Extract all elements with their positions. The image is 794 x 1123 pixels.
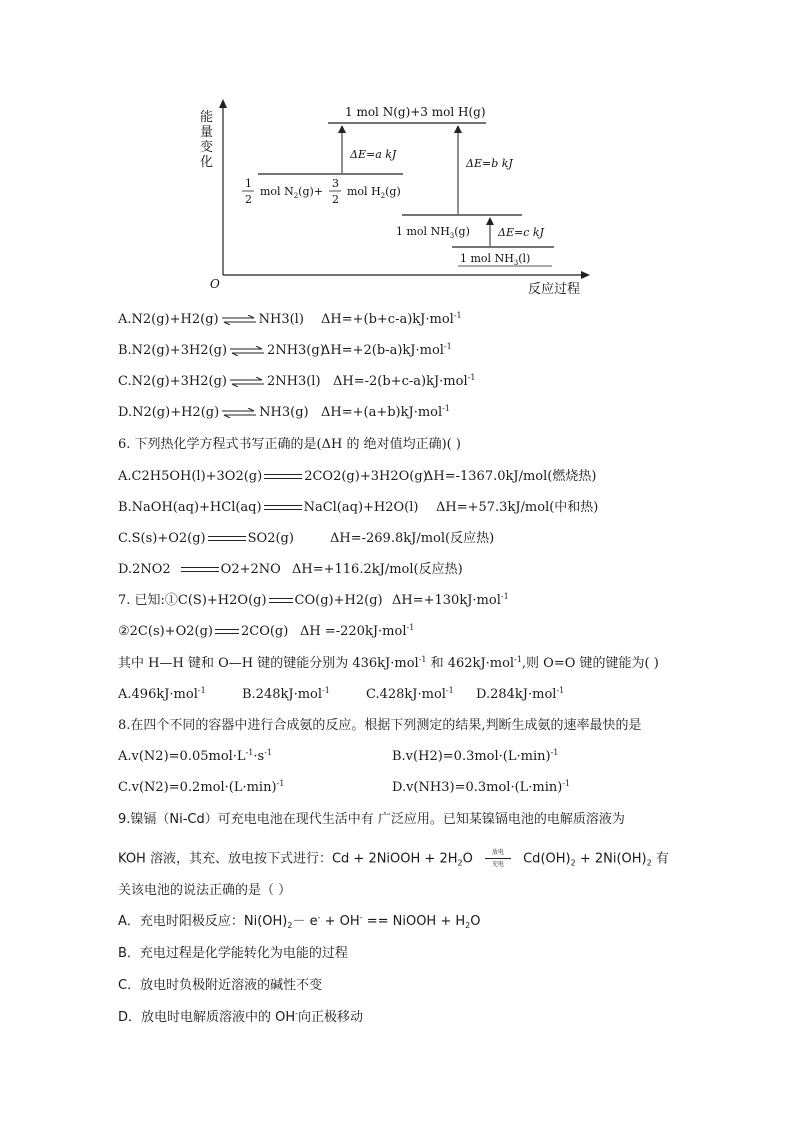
q7-option-d-text: D.284kJ·mol (476, 687, 557, 702)
q7-eq1-products: CO(g)+H2(g) (294, 593, 383, 608)
q6-d-reactants: D.2NO2 (118, 562, 171, 577)
q9-stem-2-sub: 2 (457, 858, 463, 868)
q9-d-1: D．放电时电解质溶液中的 OH (118, 1010, 296, 1025)
q6-b-product: NaCl(aq)+H2O(l) (303, 500, 419, 515)
q8-c-exp: -1 (276, 779, 285, 788)
q9-option-a (118, 913, 480, 931)
origin-label: O (210, 277, 220, 291)
q6-c-dh: ΔH=-269.8kJ/mol(反应热) (330, 531, 495, 546)
q8-b-exp: -1 (550, 748, 559, 757)
q7-eq1-reactants: 7. 已知:①C(S)+H2O(g) (118, 593, 267, 608)
q9-option-d (118, 1009, 363, 1027)
q7-eq2-dh: ΔH =-220kJ·mol (300, 624, 407, 639)
arrow-b-label: ΔE=b kJ (466, 157, 513, 170)
q6-c-product: SO2(g) (247, 531, 294, 546)
condition-discharge: 放电 (491, 849, 504, 856)
q8-a-mid: ·s (253, 749, 265, 764)
reversible-arrow-icon (221, 408, 257, 418)
q5-option-c (118, 373, 476, 391)
q7-option-c (366, 686, 454, 704)
y-axis-label-4: 化 (200, 155, 214, 170)
q9-stem-2-e: 有 (651, 851, 669, 867)
level-nh3-liquid-label (460, 252, 530, 267)
q6-option-d (118, 561, 463, 579)
q5-option-d (118, 404, 450, 422)
q7-stem-exp2: -1 (514, 655, 522, 664)
q9-a-2: － e (292, 914, 318, 929)
x-axis-label: 反应过程 (528, 282, 581, 297)
level-reactants-frac2-den: 2 (332, 193, 339, 206)
q5-d-product: NH3(g) (259, 405, 309, 420)
level-reactants-g2: (g) (385, 185, 401, 198)
q7-eq2-enthalpy (300, 623, 414, 641)
q6-d-dh: ΔH=+116.2kJ/mol(反应热) (292, 562, 463, 577)
q5-c-exp: -1 (467, 373, 476, 382)
q5-a-product: NH3(l) (258, 312, 304, 327)
condition-charge: 充电 (491, 861, 504, 868)
q7-option-b-exp: -1 (322, 686, 330, 695)
q8-stem: 8.在四个不同的容器中进行合成氨的反应。根据下列测定的结果,判断生成氨的速率最快的是 (118, 718, 642, 733)
q9-d-2: 向正极移动 (298, 1010, 364, 1025)
q8-option-d (392, 779, 570, 797)
arrow-a-head (338, 125, 346, 133)
q7-option-d-exp: -1 (556, 686, 565, 695)
q5-option-a (118, 311, 462, 329)
q7-option-b (242, 686, 330, 704)
q5-a-dh: ΔH=+(b+c-a)kJ·mol (321, 312, 454, 327)
q9-a-sub2: 2 (465, 921, 471, 930)
discharge-charge-condition (481, 850, 515, 868)
level-nh3-gas-b: (g) (454, 225, 470, 238)
q7-stem-b: 和 462kJ·mol (426, 656, 515, 671)
q5-d-reactants: D.N2(g)+H2(g) (118, 405, 220, 420)
level-nh3-gas-label (396, 225, 470, 240)
q5-d-dh: ΔH=+(a+b)kJ·mol (321, 405, 443, 420)
arrow-c-label: ΔE=c kJ (498, 226, 544, 239)
q9-stem-2 (118, 850, 669, 869)
q9-stem-2-a: KOH 溶液，其充、放电按下式进行：Cd + 2NiOOH + 2H (118, 851, 458, 867)
x-axis-arrowhead (581, 271, 590, 279)
q9-stem-2-sub3: 2 (646, 858, 652, 868)
q5-c-product: 2NH3(l) (266, 374, 321, 389)
q7-option-a-text: A.496kJ·mol (118, 687, 198, 702)
q9-stem-1: 9.镍镉（Ni-Cd）可充电电池在现代生活中有 广泛应用。已知某镍镉电池的电解质溶液为 (118, 812, 625, 827)
q5-a-reactants: A.N2(g)+H2(g) (118, 312, 219, 327)
q6-d-product: O2+2NO (220, 562, 281, 577)
q5-d-enthalpy (321, 404, 450, 422)
q8-d-text: D.v(NH3)=0.3mol·(L·min) (392, 780, 563, 795)
q8-a-exp2: -1 (264, 748, 272, 757)
q9-a-sup2: - (359, 913, 363, 922)
q7-line-2 (118, 623, 415, 641)
y-axis-label-1: 能 (200, 110, 214, 125)
q7-eq1-exp: -1 (500, 592, 509, 601)
q9-stem-2-c: Cd(OH) (523, 851, 571, 867)
level-top-label: 1 mol N(g)+3 mol H(g) (345, 105, 486, 119)
q9-a-sup: - (317, 913, 321, 922)
level-nh3-liquid-a: 1 mol NH (460, 252, 514, 265)
condition-bar (485, 858, 511, 859)
q5-d-exp: -1 (442, 404, 450, 413)
level-reactants-g1: (g)+ (298, 185, 324, 198)
q7-stem-c: ,则 O=O 键的键能为( ) (521, 656, 659, 671)
arrow-a-label: ΔE=a kJ (350, 148, 397, 161)
q7-option-c-text: C.428kJ·mol (366, 687, 446, 702)
q5-c-enthalpy (333, 373, 475, 391)
arrow-b-head (454, 125, 462, 133)
q5-b-product: 2NH3(g) (267, 343, 325, 358)
q8-a-text: A.v(N2)=0.05mol·L (118, 749, 246, 764)
q5-option-b (118, 342, 452, 360)
q7-line-1 (118, 592, 509, 610)
q5-b-enthalpy (321, 342, 452, 360)
q9-stem-2-sub2: 2 (570, 858, 576, 868)
q7-eq2-products: 2CO(g) (240, 624, 289, 639)
q5-a-exp: -1 (453, 311, 462, 320)
level-reactants-frac2-num: 3 (332, 177, 339, 190)
q5-c-reactants: C.N2(g)+3H2(g) (118, 374, 227, 389)
y-axis-label-3: 变 (200, 140, 214, 155)
q7-option-b-text: B.248kJ·mol (242, 687, 323, 702)
q6-c-reactants: C.S(s)+O2(g) (118, 531, 206, 546)
q5-c-dh: ΔH=-2(b+c-a)kJ·mol (333, 374, 468, 389)
q5-a-enthalpy (321, 311, 462, 329)
q7-option-a (118, 686, 206, 704)
level-nh3-gas-a: 1 mol NH (396, 225, 450, 238)
q9-a-4: == NiOOH + H (362, 914, 466, 929)
q7-option-a-exp: -1 (197, 686, 206, 695)
level-reactants-sub-h: 2 (380, 192, 386, 200)
q9-option-c: C．放电时负极附近溶液的碱性不变 (118, 978, 323, 993)
arrow-c-head (486, 217, 494, 225)
q7-eq1-dh: ΔH=+130kJ·mol (392, 593, 501, 608)
q6-b-reactants: B.NaOH(aq)+HCl(aq) (118, 500, 262, 515)
level-nh3-gas-sub: 3 (449, 232, 455, 240)
equals-arrow-icon (215, 628, 239, 636)
level-reactants-sub-n: 2 (293, 192, 299, 200)
q9-a-sub: 2 (287, 921, 293, 930)
level-reactants-frac1-den: 2 (245, 193, 252, 206)
q7-eq2-exp: -1 (406, 623, 415, 632)
q7-eq2-reactants: ②2C(s)+O2(g) (118, 624, 213, 639)
q8-a-exp1: -1 (245, 748, 254, 757)
q6-a-reactants: A.C2H5OH(l)+3O2(g) (118, 469, 263, 484)
reversible-arrow-icon (229, 346, 265, 356)
level-reactants-n2 (260, 185, 323, 200)
q6-option-a (118, 468, 597, 486)
q9-stem-2-d: + 2Ni(OH) (575, 851, 647, 867)
q7-eq1-enthalpy (392, 592, 509, 610)
equals-arrow-icon (208, 535, 246, 543)
equals-arrow-icon (264, 504, 302, 512)
y-axis-arrowhead (219, 99, 227, 108)
q9-stem-2-b: O (462, 851, 473, 867)
level-reactants-mol-n: mol N (260, 185, 294, 198)
q5-b-reactants: B.N2(g)+3H2(g) (118, 343, 228, 358)
q8-option-c (118, 779, 284, 797)
q6-stem: 6. 下列热化学方程式书写正确的是(ΔH 的 绝对值均正确)( ) (118, 437, 461, 452)
q9-option-b: B．充电过程是化学能转化为电能的过程 (118, 946, 348, 961)
q7-option-d (476, 686, 564, 704)
q6-a-dh: ΔH=-1367.0kJ/mol(燃烧热) (424, 469, 597, 484)
q9-d-sup: - (295, 1009, 299, 1018)
reversible-arrow-icon (229, 377, 265, 387)
reversible-arrow-icon (221, 315, 257, 325)
y-axis-label-2: 量 (200, 125, 214, 140)
q5-b-exp: -1 (443, 342, 452, 351)
q5-b-dh: ΔH=+2(b-a)kJ·mol (321, 343, 444, 358)
q6-option-c (118, 530, 495, 548)
q8-d-exp: -1 (562, 779, 571, 788)
q8-option-b (392, 748, 558, 766)
level-nh3-liquid-sub: 3 (513, 259, 519, 267)
level-nh3-liquid-b: (l) (518, 252, 531, 265)
q9-a-5: O (470, 914, 481, 929)
level-reactants-h2 (347, 185, 401, 200)
q9-a-1: A．充电时阳极反应：Ni(OH) (118, 914, 288, 929)
q7-stem (118, 655, 659, 673)
q8-c-text: C.v(N2)=0.2mol·(L·min) (118, 780, 277, 795)
q7-stem-a: 其中 H—H 键和 O—H 键的键能分别为 436kJ·mol (118, 656, 419, 671)
level-reactants-mol-h: mol H (347, 185, 381, 198)
q7-option-c-exp: -1 (445, 686, 454, 695)
q9-stem-3: 关该电池的说法正确的是（ ） (118, 883, 292, 898)
energy-level-diagram (190, 95, 610, 300)
q9-a-3: + OH (320, 914, 360, 929)
equals-arrow-icon (181, 566, 219, 574)
q6-b-dh: ΔH=+57.3kJ/mol(中和热) (436, 500, 599, 515)
q7-stem-exp1: -1 (418, 655, 427, 664)
q8-b-text: B.v(H2)=0.3mol·(L·min) (392, 749, 551, 764)
q6-option-b (118, 499, 599, 517)
level-reactants-frac1-num: 1 (245, 177, 252, 190)
q8-option-a (118, 748, 272, 766)
equals-arrow-icon (269, 597, 293, 605)
q6-a-product: 2CO2(g)+3H2O(g) (304, 469, 428, 484)
equals-arrow-icon (264, 473, 302, 481)
